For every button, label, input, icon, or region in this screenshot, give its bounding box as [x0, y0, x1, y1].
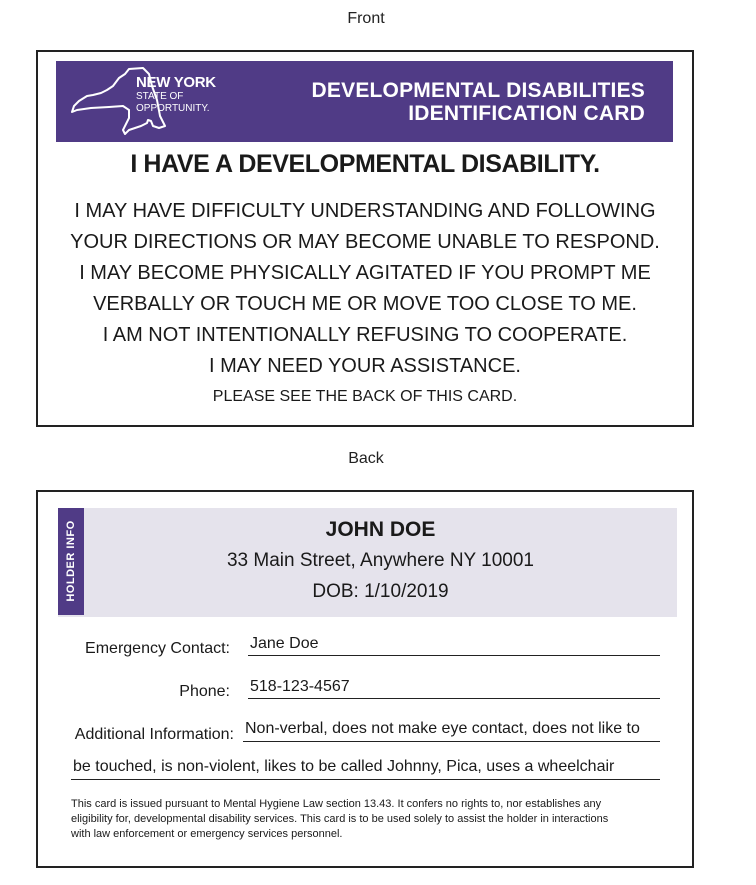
banner-title	[312, 79, 645, 125]
ny-logo-title: NEW YORK	[136, 74, 216, 91]
ny-logo-sub1: STATE OF	[136, 91, 184, 102]
emergency-contact-field: Jane Doe	[248, 635, 660, 656]
ny-logo-text	[136, 75, 216, 114]
banner-title-line2: IDENTIFICATION CARD	[408, 102, 645, 125]
back-label: Back	[348, 450, 384, 467]
additional-information-field: Non-verbal, does not make eye contact, does not like to	[243, 720, 660, 742]
statement-line: I MAY HAVE DIFFICULTY UNDERSTANDING AND FOLLOWING	[74, 200, 656, 222]
card-statement	[38, 196, 692, 382]
holder-name: JOHN DOE	[325, 518, 436, 541]
statement-line: YOUR DIRECTIONS OR MAY BECOME UNABLE TO RESPOND.	[70, 231, 660, 253]
legal-disclaimer	[71, 797, 671, 842]
statement-line: I AM NOT INTENTIONALLY REFUSING TO COOPERATE.	[102, 324, 628, 346]
statement-line: VERBALLY OR TOUCH ME OR MOVE TOO CLOSE TO ME.	[93, 293, 637, 315]
banner-title-line1: DEVELOPMENTAL DISABILITIES	[311, 79, 645, 102]
card-banner	[56, 61, 673, 142]
phone-label: Phone:	[179, 683, 230, 700]
statement-line: I MAY NEED YOUR ASSISTANCE.	[209, 355, 521, 377]
phone-field: 518-123-4567	[248, 678, 660, 699]
card-footer-note: PLEASE SEE THE BACK OF THIS CARD.	[212, 388, 518, 405]
id-card-front	[36, 50, 694, 427]
disclaimer-line: This card is issued pursuant to Mental Hygiene Law section 13.43. It confers no rights to, nor establishes any	[71, 798, 602, 810]
ny-logo-sub2: OPPORTUNITY.	[136, 103, 210, 114]
holder-address: 33 Main Street, Anywhere NY 10001	[226, 550, 534, 571]
holder-info-tab	[58, 508, 84, 615]
additional-information-label: Additional Information:	[74, 726, 234, 743]
emergency-contact-label: Emergency Contact:	[85, 640, 230, 657]
card-heading: I HAVE A DEVELOPMENTAL DISABILITY.	[130, 150, 600, 178]
disclaimer-line: with law enforcement or emergency services personnel.	[71, 828, 343, 840]
front-label: Front	[347, 10, 385, 27]
holder-dob: DOB: 1/10/2019	[312, 581, 449, 602]
id-card-back	[36, 490, 694, 868]
disclaimer-line: eligibility for, developmental disability services. This card is to be used solely to assist the holder in interactions	[71, 813, 609, 825]
additional-information-field-continued: be touched, is non-violent, likes to be called Johnny, Pica, uses a wheelchair	[71, 758, 660, 780]
holder-info-band	[58, 508, 677, 617]
statement-line: I MAY BECOME PHYSICALLY AGITATED IF YOU PROMPT ME	[79, 262, 651, 284]
holder-info-tab-label: HOLDER INFO	[65, 520, 77, 602]
